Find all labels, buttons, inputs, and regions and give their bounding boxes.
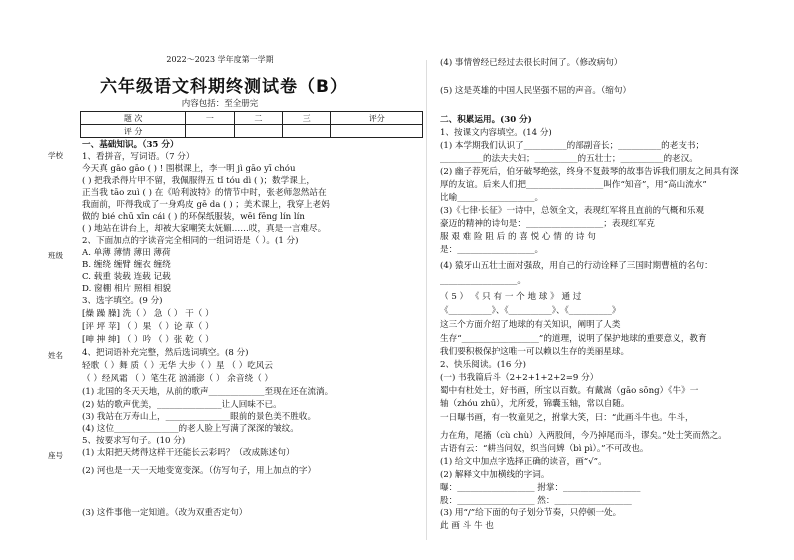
question-line: (4) 猿牙山五壮士面对强敌，用自己的行动诠释了三国时期曹植的名句：	[440, 261, 713, 271]
question-line: 5、按要求写句子。(10 分)	[82, 436, 186, 446]
score-cell: 二	[234, 112, 282, 125]
question-line: A. 单薄 薄情 薄田 薄荷	[82, 248, 171, 258]
question-line: [呻 抻 绅] （ ）吟 （ ）张 乾（ ）	[82, 335, 214, 345]
question-line: (4) 这位_______________的老人脸上写满了深深的皱纹。	[82, 424, 299, 434]
score-cell[interactable]	[234, 125, 282, 138]
question-line: 服 艰 难 险 阻 后 的 喜 悦 心 情 的 诗 句	[440, 232, 596, 242]
question-line: 我们要积极保护这唯一可以赖以生存的美丽星球。	[440, 347, 630, 357]
question-line: 是：__________________。	[440, 245, 544, 255]
score-table-score-row	[81, 125, 423, 138]
question-line: 1、看拼音，写词语。（7 分）	[82, 152, 195, 162]
question-line: (一) 书我篇后斗（2+2+1+2+2=9 分）	[440, 373, 599, 383]
question-line: （ ）经风霜 （ ）笔生花 汹涌澎（ ） 余音绕（ ）	[82, 374, 273, 384]
question-line: (2) 河也是一天一天地变宽变深。（仿写句子，用上加点的字）	[82, 466, 317, 476]
question-line: 《__________》、《__________》、《__________》	[440, 306, 621, 316]
question-line: __________的法夫夫妇；__________的五壮士；__________的老汉。	[440, 154, 698, 164]
question-line: (1) 北国的冬天天地，从前的歌声_____________至现在还在流淌。	[82, 387, 334, 397]
score-cell: 评分	[331, 112, 423, 125]
side-label: 学校	[48, 151, 63, 160]
column-divider	[426, 60, 427, 540]
exam-title: 六年级语文科期终测试卷（B）	[100, 77, 348, 97]
question-line: (5) 这是英雄的中国人民坚强不屈的声音。（缩句）	[440, 86, 632, 96]
question-line: D. 窗棚 相片 照相 相貌	[82, 284, 171, 294]
question-line: 轻歌（ ）舞 质（ ）无华 大步（ ）星 （ ）吃风云	[82, 361, 273, 371]
question-line: (3)《七律·长征》一诗中，总领全文，表现红军将且直前的气概和乐观	[440, 206, 705, 216]
side-label: 座号	[48, 451, 63, 460]
question-line: (2) 幽子荐死后，伯牙破琴绝弦，终身不复鼓琴的故事告诉我们朋友之间具有深	[440, 167, 739, 177]
question-line: 生存“__________________”的道理，说明了保护地球的重要意义，教育	[440, 334, 707, 344]
score-cell: 题 次	[81, 112, 186, 125]
question-line: (3) 用“/”给下面的句子划分节奏，只停顿一处。	[440, 508, 622, 518]
question-line: 这三个方面介绍了地球的有关知识，阐明了人类	[440, 320, 621, 330]
side-label: 姓名	[48, 351, 63, 360]
question-line: 轴（zhóu zhū），尤所爱，锦囊玉轴，常以自随。	[440, 399, 630, 409]
question-line: [评 坪 苹] （ ）果 （ ）论 草（ ）	[82, 322, 214, 332]
semester-line: 2022～2023 学年度第一学期	[166, 55, 274, 64]
question-line: [燥 躁 臊] 洗（ ） 急（ ） 干（ ）	[82, 309, 214, 319]
side-label: 班级	[48, 251, 63, 260]
question-line: 蜀中有杜处士，好书画，所宝以百数。有戴嵩（gāo sōng）《牛》一	[440, 386, 699, 396]
section-heading: 一、基础知识。（35 分）	[82, 140, 179, 150]
question-line: 一日曝书画，有一牧童见之，拊掌大笑，曰：“此画斗牛也。牛斗，	[440, 413, 694, 423]
question-line: 股：__________________ 然：__________________	[440, 496, 632, 506]
score-cell[interactable]	[283, 125, 331, 138]
score-cell: 评 分	[81, 125, 186, 138]
question-line: （ 5 ） 《 只 有 一 个 地 球 》 通 过	[440, 292, 582, 302]
question-line: __________________。	[440, 276, 526, 286]
question-line: 我面前，吓得我成了一身鸡皮 gē da ( ) ；美术课上，我穿上老妈	[82, 200, 330, 210]
question-line: 2、快乐阅读。(16 分)	[440, 360, 526, 370]
question-line: 厚的友谊。后来人们把__________________叫作“知音”，用“高山流水”	[440, 180, 707, 190]
question-line: (3) 这件事他一定知道。（改为双重否定句）	[82, 508, 248, 518]
question-line: 豪迈的精神的诗句是：__________________；表现红军克	[440, 219, 655, 229]
question-line: 做的 bié chū xīn cái ( ) 的环保纸服装，wēi fēng lín lín	[82, 212, 305, 222]
question-line: ( ) 地站在讲台上，却被大家嘲笑太妩媚……哎，真是一言难尽。	[82, 224, 327, 234]
question-line: 今天真 gāo gāo ( ) ! 围棋课上，李一明 jì gāo yī chóu	[82, 164, 296, 174]
question-line: C. 载重 装载 连载 记载	[82, 272, 171, 282]
score-cell: 一	[186, 112, 234, 125]
question-line: 比喻__________________。	[440, 193, 544, 203]
question-line: 2、下面加点的字读音完全相同的一组词语是（ ）。(1 分)	[82, 236, 299, 246]
question-line: 正当我 tāo zuì ( ) 在《哈利波特》的情节中时，张老师忽然站在	[82, 188, 327, 198]
question-line: (4) 事情曾经已经过去很长时间了。（修改病句）	[440, 58, 623, 68]
section-heading: 二、积累运用。(30 分)	[440, 115, 532, 125]
score-cell[interactable]	[331, 125, 423, 138]
question-line: 4、把词语补充完整，然后选词填空。(8 分)	[82, 348, 249, 358]
question-line: ( ) 把我杀得片甲不留，我佩服得五 tǐ tóu dì ( )；数学课上，	[82, 176, 316, 186]
question-line: (3) 我站在万寿山上，_______________眼前的景色美不胜收。	[82, 412, 317, 422]
question-line: (1) 本学期我们认识了__________的部副音长；__________的老支书；	[440, 141, 705, 151]
question-line: 古语有云：“耕当问奴，织当问婢（bì pì）。”不可改也。	[440, 444, 649, 454]
question-line: (1) 太阳把天烤得这样干还能长云彩吗？（改成陈述句）	[82, 448, 295, 458]
question-line: (1) 给文中加点字选择正确的读音，画“√”。	[440, 457, 607, 467]
question-line: 力在角，尾搐（cù chù）入两股间，今乃掉尾而斗，谬矣。”处士笑而然之。	[440, 431, 727, 441]
question-line: 此 画 斗 牛 也	[440, 521, 494, 531]
question-line: (2) 姑的歌声优美，_______________让人回味不已。	[82, 400, 282, 410]
score-cell[interactable]	[186, 125, 234, 138]
question-line: (2) 解释文中加横线的字词。	[440, 470, 550, 480]
score-table-header-row	[81, 112, 423, 125]
question-line: 3、选字填空。(9 分)	[82, 296, 163, 306]
question-line: B. 缠绕 缠臂 缠衣 缠绕	[82, 260, 171, 270]
score-cell: 三	[283, 112, 331, 125]
question-line: 1、按课文内容填空。(14 分)	[440, 128, 552, 138]
score-table	[80, 111, 423, 138]
scope-line: 内容包括：至全册完	[181, 99, 259, 109]
question-line: 曝：__________________ 拊掌：__________________	[440, 483, 641, 493]
